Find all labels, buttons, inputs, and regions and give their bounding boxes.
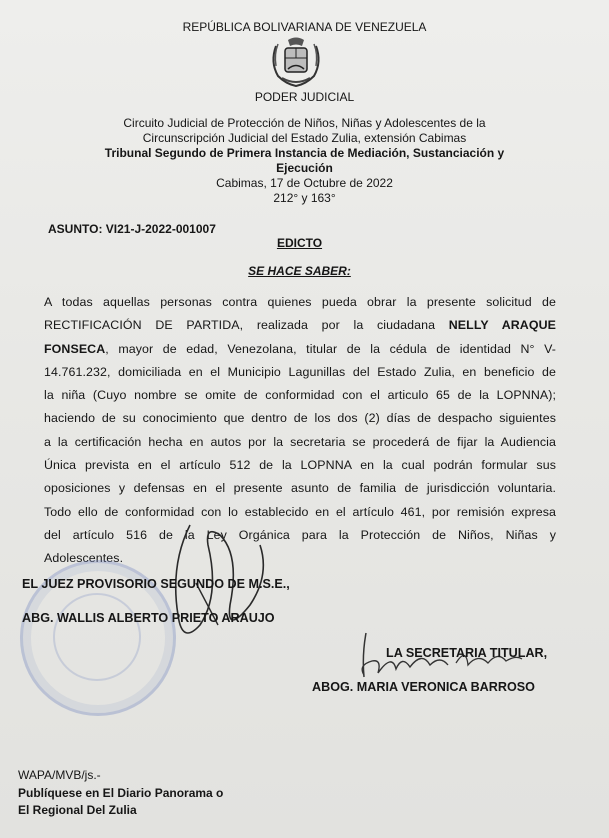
court-line-1: Circuito Judicial de Protección de Niños, Niñas y Adolescentes de la bbox=[123, 116, 486, 130]
coat-of-arms-icon bbox=[268, 36, 324, 88]
se-hace-saber: SE HACE SABER: bbox=[248, 264, 351, 278]
tribunal-line-2: Ejecución bbox=[276, 161, 333, 175]
body-line: Todo ello de conformidad con lo establecido en el artículo 461, por remisión expresa bbox=[44, 504, 556, 519]
applicant-surname: FONSECA bbox=[44, 341, 106, 356]
body-line: Adolescentes. bbox=[44, 551, 124, 566]
body-line: del artículo 516 de la Ley Orgánica para la Protección de Niños, Niñas y bbox=[44, 527, 556, 542]
country-heading: REPÚBLICA BOLIVARIANA DE VENEZUELA bbox=[182, 20, 427, 34]
publish-line-2: El Regional Del Zulia bbox=[18, 803, 137, 817]
branch-heading: PODER JUDICIAL bbox=[254, 90, 355, 104]
body-line: RECTIFICACIÓN DE PARTIDA, realizada por la ciudadana NELLY ARAQUE bbox=[44, 318, 556, 333]
tribunal-line-1: Tribunal Segundo de Primera Instancia de Mediación, Sustanciación y bbox=[104, 146, 505, 160]
years: 212° y 163° bbox=[273, 191, 336, 205]
judge-title: EL JUEZ PROVISORIO SEGUNDO DE M.S.E., bbox=[22, 577, 290, 591]
body-line: la niña (Cuyo nombre se omite de conformidad con el articulo 65 de la LOPNNA); bbox=[44, 388, 556, 403]
body-line: a la certificación hecha en autos por la secretaria se procederá de fijar la Audiencia bbox=[44, 434, 556, 449]
body-paragraph bbox=[44, 291, 556, 571]
court-line-2: Circunscripción Judicial del Estado Zulia, extensión Cabimas bbox=[142, 131, 467, 145]
applicant-name: NELLY ARAQUE bbox=[448, 318, 556, 333]
body-line: 14.761.232, domiciliada en el Municipio Lagunillas del Estado Zulia, en beneficio de bbox=[44, 364, 556, 379]
publish-line-1: Publíquese en El Diario Panorama o bbox=[18, 786, 224, 800]
body-line: FONSECA, mayor de edad, Venezolana, titular de la cédula de identidad N° V- bbox=[44, 341, 556, 356]
body-line: oposiciones y defensas en el presente asunto de familia de jurisdicción voluntaria. bbox=[44, 481, 556, 496]
case-number: ASUNTO: VI21-J-2022-001007 bbox=[48, 222, 216, 236]
edict-title: EDICTO bbox=[276, 236, 323, 250]
place-date: Cabimas, 17 de Octubre de 2022 bbox=[216, 176, 393, 190]
initials: WAPA/MVB/js.- bbox=[18, 768, 101, 782]
secretary-title: LA SECRETARIA TITULAR, bbox=[386, 646, 548, 660]
judge-name: ABG. WALLIS ALBERTO PRIETO ARAUJO bbox=[22, 611, 275, 625]
body-line: haciendo de su conocimiento que dentro de los dos (2) días de despacho siguientes bbox=[44, 411, 556, 426]
secretary-name: ABOG. MARIA VERONICA BARROSO bbox=[312, 680, 535, 694]
body-line: A todas aquellas personas contra quienes pueda obrar la presente solicitud de bbox=[44, 295, 556, 309]
body-line: Única prevista en el artículo 512 de la LOPNNA en la cual podrán formular sus bbox=[44, 458, 556, 473]
